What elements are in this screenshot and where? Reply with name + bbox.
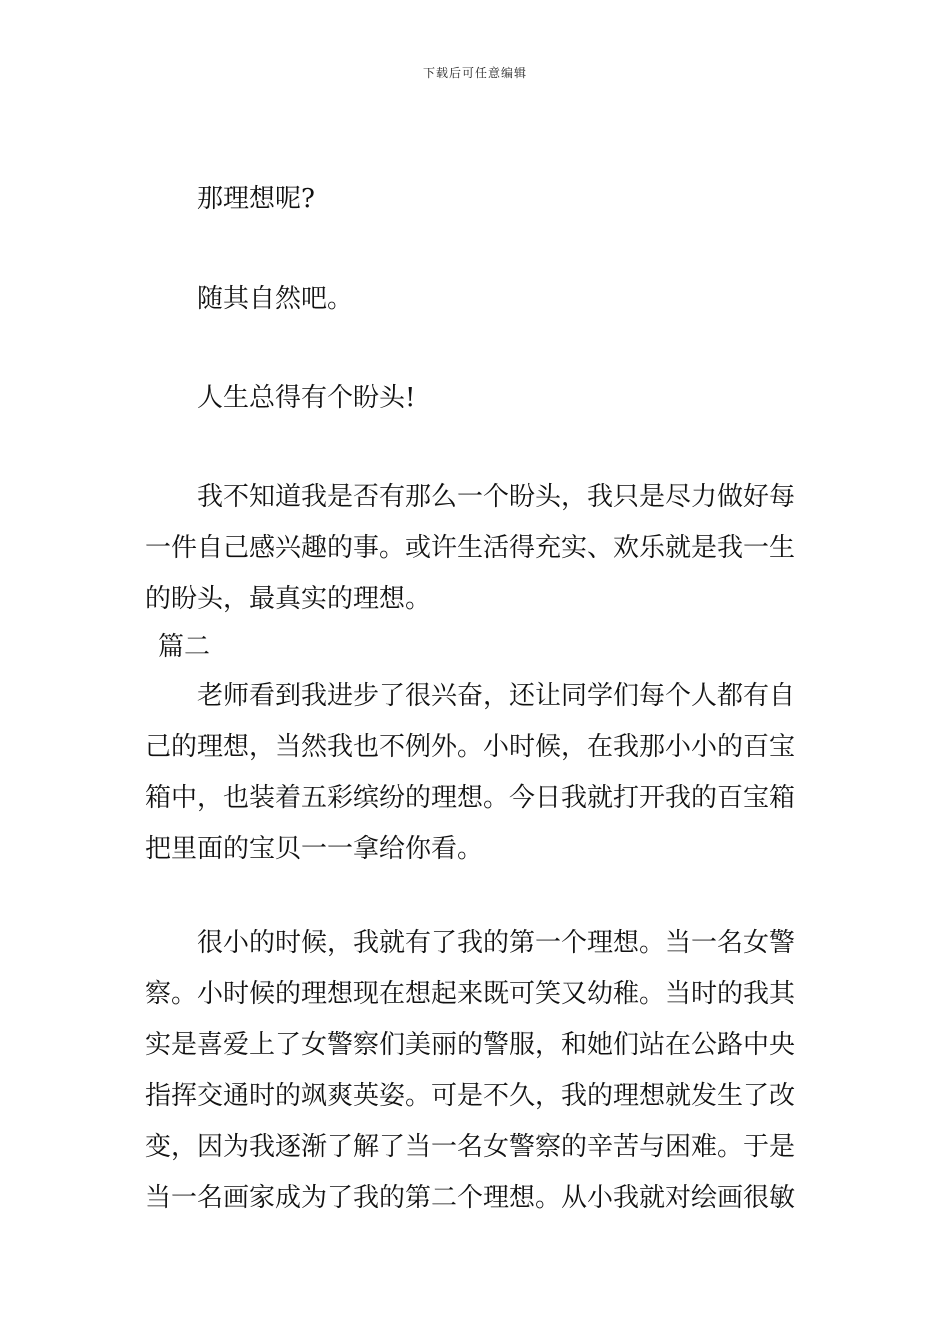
paragraph-6-line-3: 实是喜爱上了女警察们美丽的警服，和她们站在公路中央 xyxy=(145,1030,796,1060)
paragraph-6-line-5: 变，因为我逐渐了解了当一名女警察的辛苦与困难。于是 xyxy=(145,1132,796,1162)
page-header: 下载后可任意编辑 xyxy=(422,66,527,80)
paragraph-5-line-1: 老师看到我进步了很兴奋，还让同学们每个人都有自 xyxy=(197,681,796,711)
paragraph-6-line-2: 察。小时候的理想现在想起来既可笑又幼稚。当时的我其 xyxy=(145,979,796,1009)
paragraph-5-line-3: 箱中，也装着五彩缤纷的理想。今日我就打开我的百宝箱 xyxy=(145,783,796,813)
paragraph-6-line-1: 很小的时候，我就有了我的第一个理想。当一名女警 xyxy=(197,928,796,958)
paragraph-5-line-2: 己的理想，当然我也不例外。小时候，在我那小小的百宝 xyxy=(145,732,796,762)
paragraph-5-line-4: 把里面的宝贝一一拿给你看。 xyxy=(145,834,484,864)
section-label: 篇二 xyxy=(158,632,211,662)
paragraph-2: 随其自然吧。 xyxy=(197,284,354,314)
paragraph-5 xyxy=(145,671,807,875)
paragraph-6-line-6: 当一名画家成为了我的第二个理想。从小我就对绘画很敏 xyxy=(145,1183,796,1213)
paragraph-4-line-2: 一件自己感兴趣的事。或许生活得充实、欢乐就是我一生 xyxy=(145,533,796,563)
paragraph-3: 人生总得有个盼头! xyxy=(197,383,416,413)
paragraph-4-line-1: 我不知道我是否有那么一个盼头，我只是尽力做好每 xyxy=(197,482,796,512)
paragraph-4-line-3: 的盼头，最真实的理想。 xyxy=(145,584,432,614)
paragraph-6-line-4: 指挥交通时的飒爽英姿。可是不久，我的理想就发生了改 xyxy=(145,1081,796,1111)
paragraph-6 xyxy=(145,918,807,1224)
paragraph-4 xyxy=(145,472,807,625)
paragraph-1: 那理想呢? xyxy=(197,184,315,214)
